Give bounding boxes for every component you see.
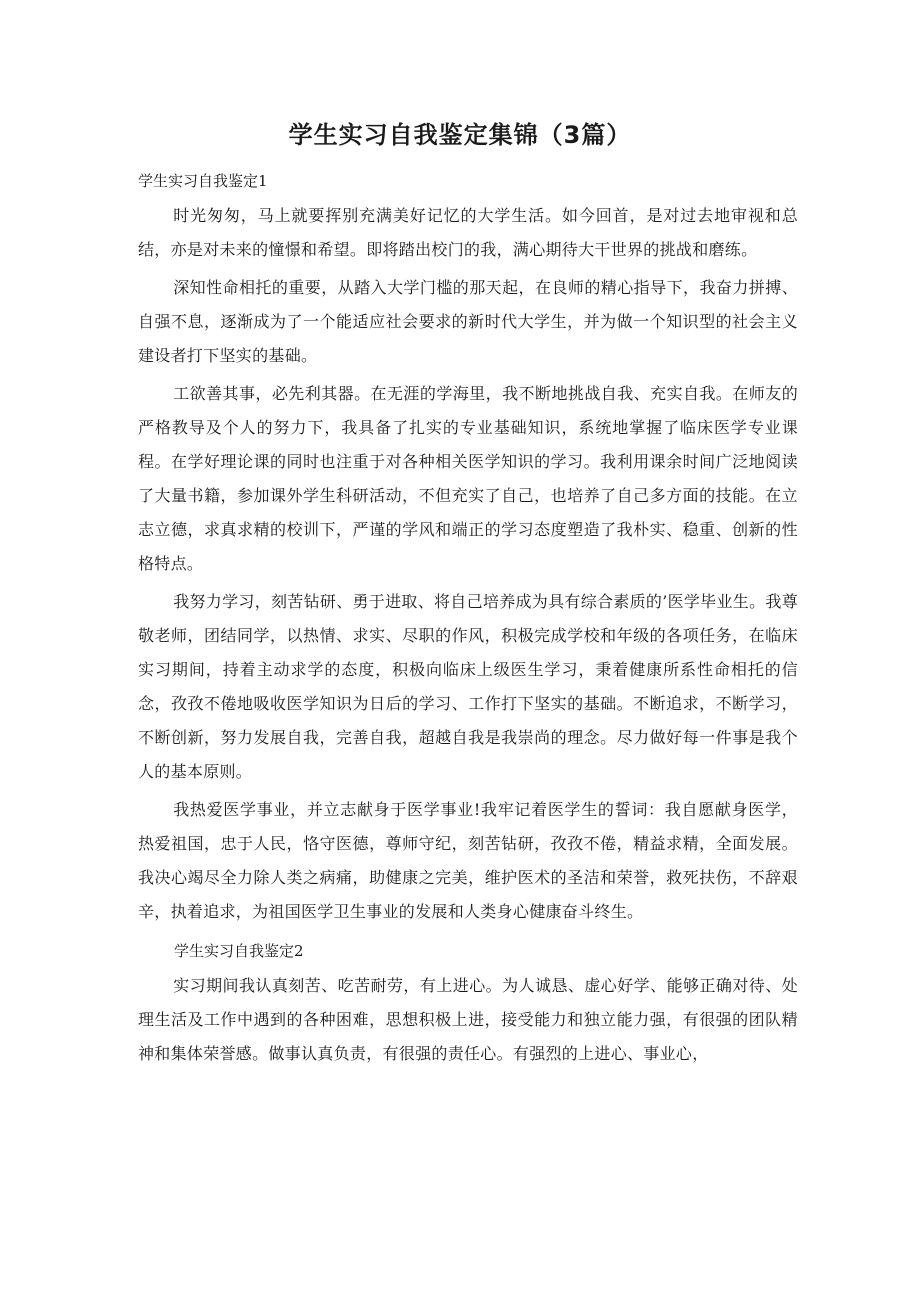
paragraph: 时光匆匆，马上就要挥别充满美好记忆的大学生活。如今回首，是对过去地审视和总结，亦是对未来的憧憬和希望。即将踏出校门的我，满心期待大干世界的挑战和磨练。 [138, 206, 798, 259]
paragraph: 我努力学习，刻苦钻研、勇于进取、将自己培养成为具有综合素质的’医学毕业生。我尊敬老师，团结同学，以热情、求实、尽职的作风，积极完成学校和年级的各项任务，在临床实习期间，持着主动求学的态度，积极向临床上级医生学习，秉着健康所系性命相托的信念，孜孜不倦地吸收医学知识为日后的学习、工作打下坚实的基础。不断追求，不断学习，不断创新，努力发展自我，完善自我，超越自我是我崇尚的理念。尽力做好每一件事是我个人的基本原则。 [138, 592, 798, 781]
document-title: 学生实习自我鉴定集锦（3篇） [288, 121, 632, 149]
section-heading-1: 学生实习自我鉴定1 [138, 172, 268, 190]
paragraph: 工欲善其事，必先利其器。在无涯的学海里，我不断地挑战自我、充实自我。在师友的严格教导及个人的努力下，我具备了扎实的专业基础知识，系统地掌握了临床医学专业课程。在学好理论课的同时也注重于对各种相关医学知识的学习。我利用课余时间广泛地阅读了大量书籍，参加课外学生科研活动，不但充实了自己，也培养了自己多方面的技能。在立志立德，求真求精的校训下，严谨的学风和端正的学习态度塑造了我朴实、稳重、创新的性格特点。 [138, 384, 798, 573]
document-body [138, 163, 798, 1075]
paragraph: 深知性命相托的重要，从踏入大学门槛的那天起，在良师的精心指导下，我奋力拼搏、自强不息，逐渐成为了一个能适应社会要求的新时代大学生，并为做一个知识型的社会主义建设者打下坚实的基础。 [138, 278, 798, 365]
section-heading-2: 学生实习自我鉴定2 [174, 942, 304, 960]
paragraph: 实习期间我认真刻苦、吃苦耐劳，有上进心。为人诚恳、虚心好学、能够正确对待、处理生活及工作中遇到的各种困难，思想积极上进，接受能力和独立能力强，有很强的团队精神和集体荣誉感。做事认真负责，有很强的责任心。有强烈的上进心、事业心， [138, 976, 798, 1063]
paragraph: 我热爱医学事业，并立志献身于医学事业!我牢记着医学生的誓词：我自愿献身医学，热爱祖国，忠于人民，恪守医德，尊师守纪，刻苦钻研，孜孜不倦，精益求精，全面发展。我决心竭尽全力除人类之病痛，助健康之完美，维护医术的圣洁和荣誉，救死扶伤，不辞艰辛，执着追求，为祖国医学卫生事业的发展和人类身心健康奋斗终生。 [138, 800, 798, 921]
